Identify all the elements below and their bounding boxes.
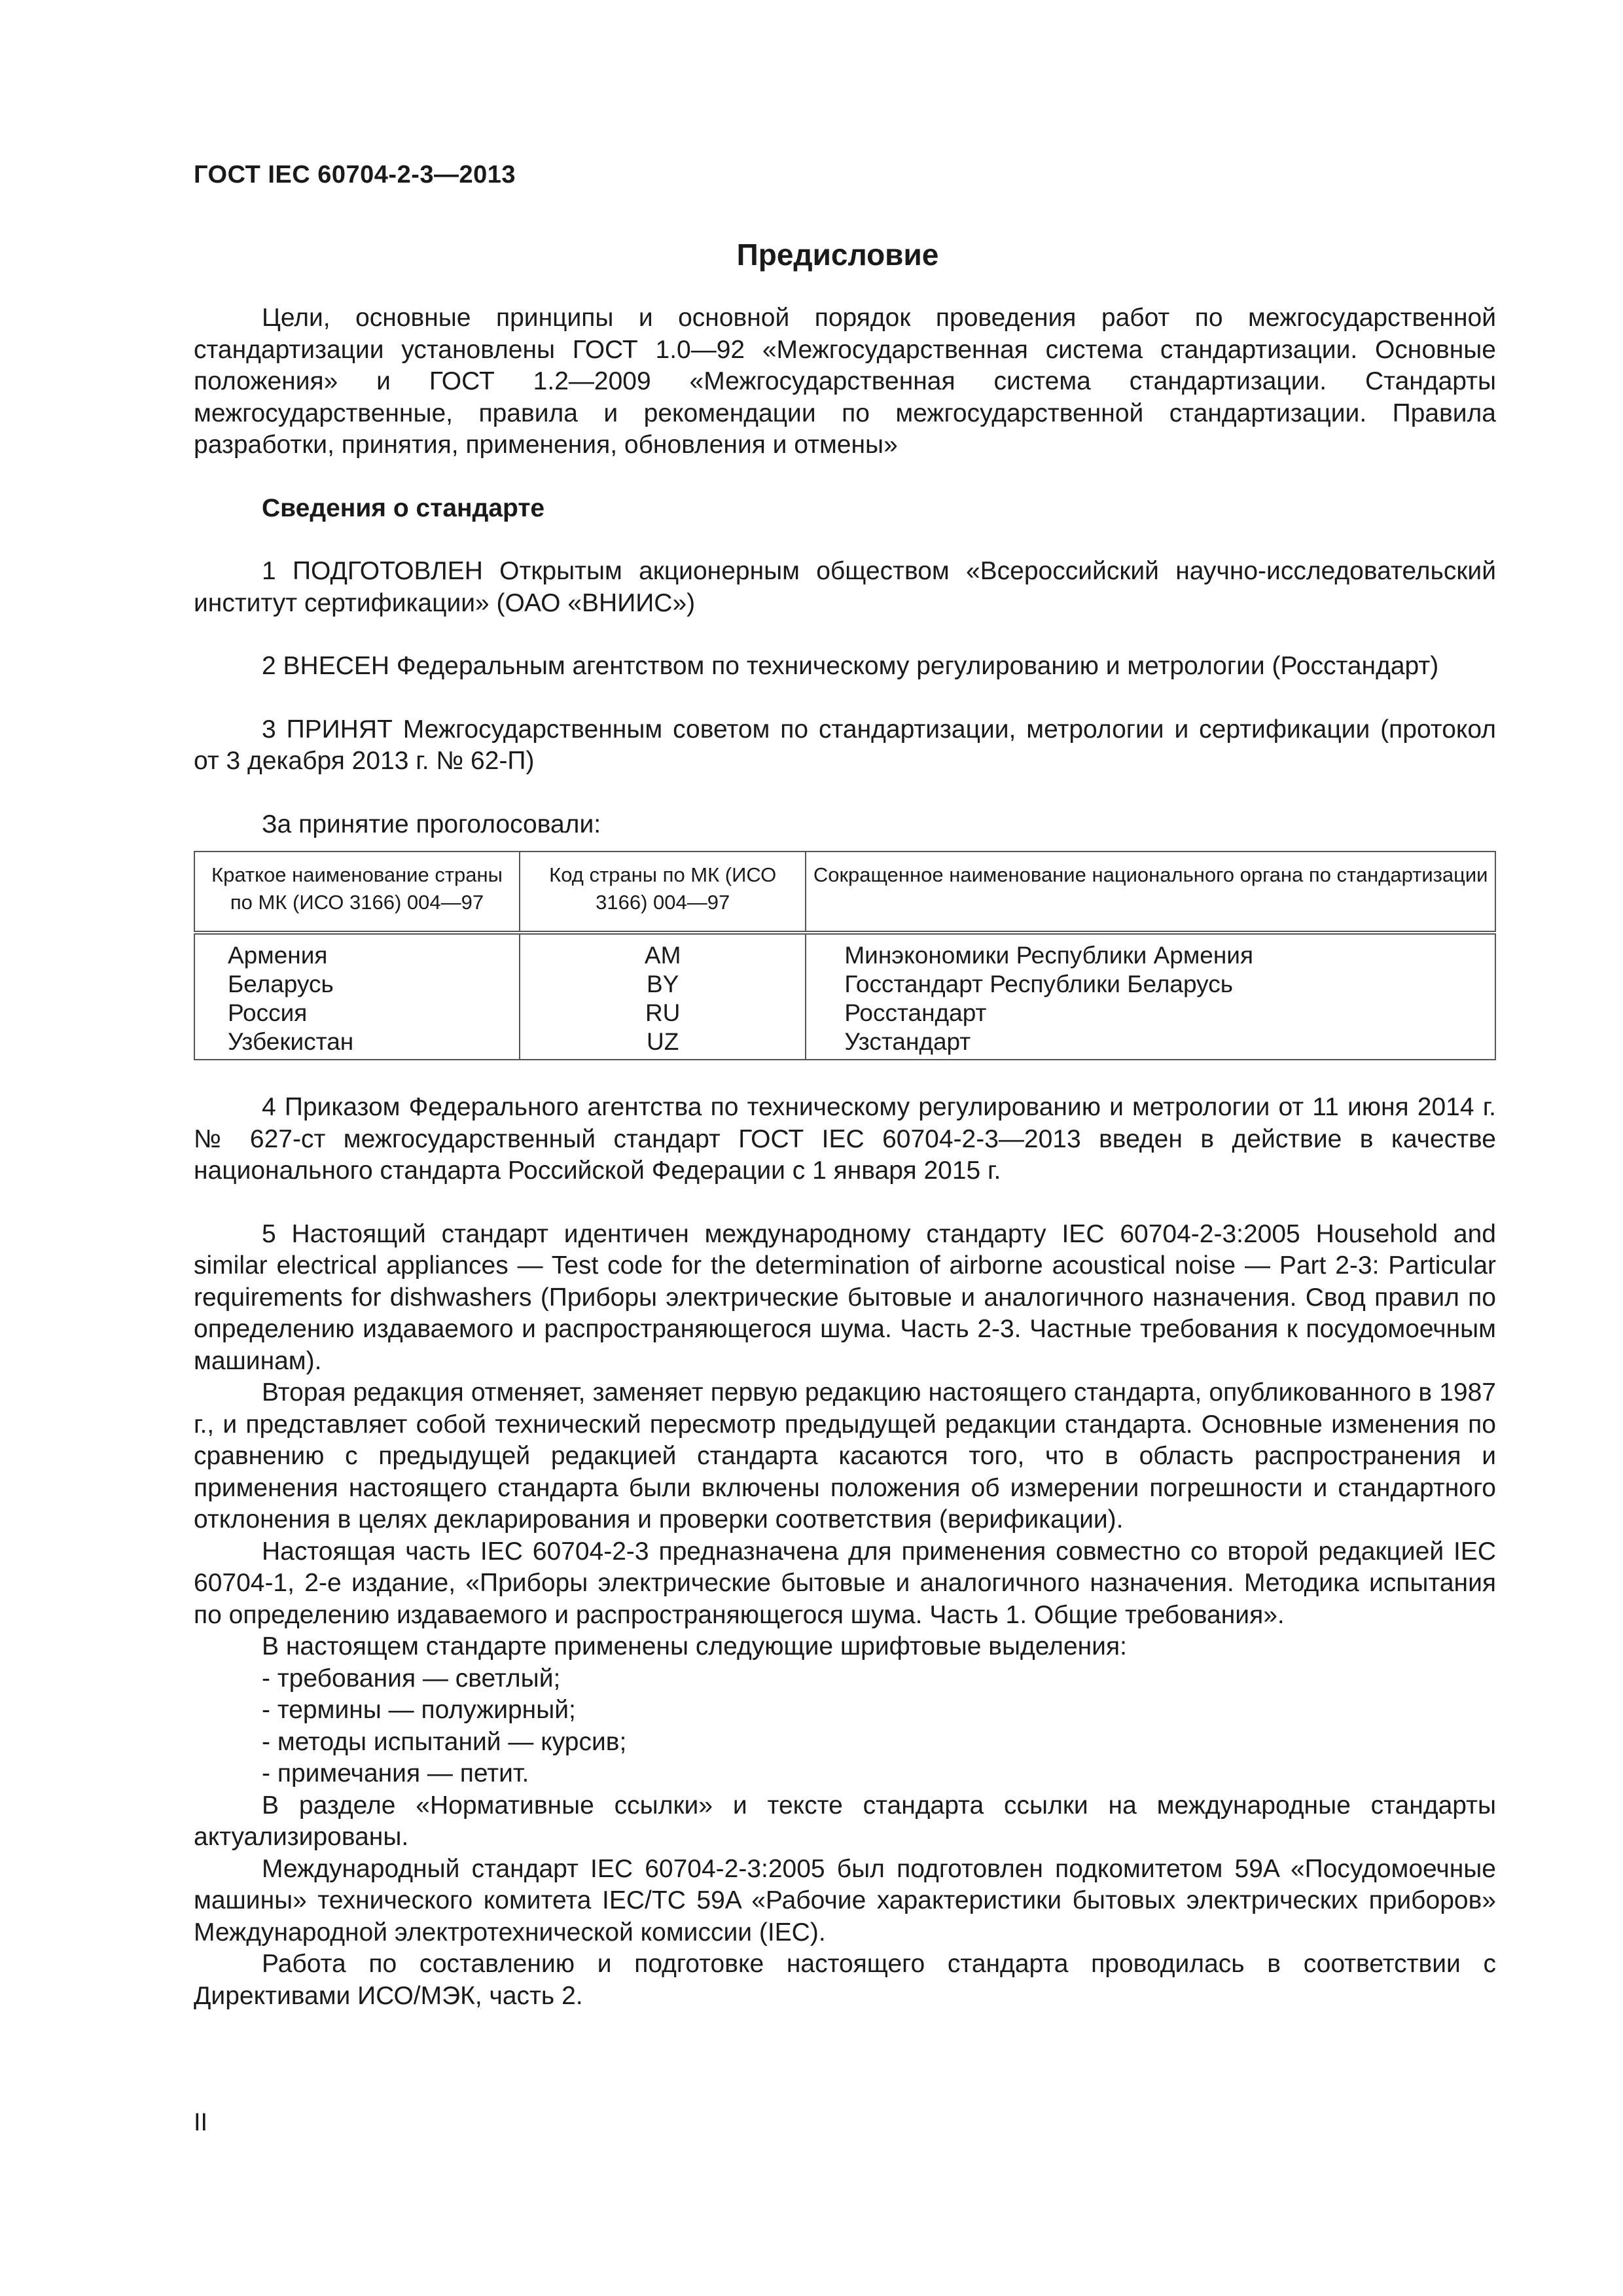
table-header-country: Краткое наименование страны по МК (ИСО 3166) 004—97 bbox=[194, 852, 520, 933]
voting-table bbox=[194, 851, 1496, 1060]
table-cell-body: Минэкономики Республики Армения bbox=[806, 933, 1495, 970]
table-header-row bbox=[194, 852, 1495, 933]
votes-label: За принятие проголосовали: bbox=[262, 810, 601, 838]
list-item: - требования — светлый; bbox=[262, 1664, 561, 1693]
table-cell-code: RU bbox=[520, 999, 806, 1028]
list-item: - термины — полужирный; bbox=[262, 1696, 576, 1724]
item-3-paragraph: 3 ПРИНЯТ Межгосударственным советом по стандартизации, метрологии и сертификации (протокол от 3 декабря 2013 г. № 62-П) bbox=[194, 715, 1496, 775]
page-number: II bbox=[194, 2109, 208, 2136]
second-edition-paragraph: Вторая редакция отменяет, заменяет первую редакцию настоящего стандарта, опубликованного в 1987 г., и представляет собой технический пересмотр предыдущей редакции стандарта. Основные изменения по сравнению с предыдущей редакцией стандарта касаются того, что в область распространения и применения настоящего стандарта были включены положения об измерении погрешности и стандартного отклонения в целях декларирования и проверки соответствия (верификации). bbox=[194, 1378, 1496, 1534]
item-2-paragraph: 2 ВНЕСЕН Федеральным агентством по техническому регулированию и метрологии (Росстандарт) bbox=[262, 652, 1439, 680]
table-row bbox=[194, 1028, 1495, 1060]
table-cell-country: Армения bbox=[194, 933, 520, 970]
table-row bbox=[194, 933, 1495, 970]
list-item: - примечания — петит. bbox=[262, 1759, 529, 1787]
running-header: ГОСТ IEC 60704-2-3—2013 bbox=[194, 161, 516, 188]
item-1-paragraph: 1 ПОДГОТОВЛЕН Открытым акционерным обществом «Всероссийский научно-исследовательский институт сертификации» (ОАО «ВНИИС») bbox=[194, 557, 1496, 617]
intro-paragraph: Цели, основные принципы и основной порядок проведения работ по межгосударственной стандартизации установлены ГОСТ 1.0—92 «Межгосударственная система стандартизации. Основные положения» и ГОСТ 1.2—2009 «Межгосударственная система стандартизации. Стандарты межгосударственные, правила и рекомендации по межгосударственной стандартизации. Правила разработки, принятия, применения, обновления и отмены» bbox=[194, 304, 1496, 459]
table-cell-country: Беларусь bbox=[194, 970, 520, 999]
references-paragraph: В разделе «Нормативные ссылки» и тексте стандарта ссылки на международные стандарты актуализированы. bbox=[194, 1791, 1496, 1851]
table-cell-code: AM bbox=[520, 933, 806, 970]
part-usage-paragraph: Настоящая часть IEC 60704-2-3 предназначена для применения совместно со второй редакцией IEC 60704-1, 2-е издание, «Приборы электрические бытовые и аналогичного назначения. Методика испытания по определению издаваемого и распространяющегося шума. Часть 1. Общие требования». bbox=[194, 1537, 1496, 1629]
page-content bbox=[194, 302, 1496, 2012]
table-cell-country: Узбекистан bbox=[194, 1028, 520, 1060]
table-row bbox=[194, 999, 1495, 1028]
table-header-body: Сокращенное наименование национального органа по стандартизации bbox=[806, 852, 1495, 933]
page-title: Предисловие bbox=[736, 238, 939, 272]
font-styles-list bbox=[194, 1663, 1496, 1790]
work-paragraph: Работа по составлению и подготовке настоящего стандарта проводилась в соответствии с Директивами ИСО/МЭК, часть 2. bbox=[194, 1950, 1496, 2010]
table-row bbox=[194, 970, 1495, 999]
table-cell-body: Узстандарт bbox=[806, 1028, 1495, 1060]
table-header-code: Код страны по МК (ИСО 3166) 004—97 bbox=[520, 852, 806, 933]
prepared-paragraph: Международный стандарт IEC 60704-2-3:2005 был подготовлен подкомитетом 59A «Посудомоечные машины» технического комитета IEC/TC 59A «Рабочие характеристики бытовых электрических приборов» Международной электротехнической комиссии (IEC). bbox=[194, 1854, 1496, 1946]
item-4-paragraph: 4 Приказом Федерального агентства по техническому регулированию и метрологии от 11 июня 2014 г. № 627-ст межгосударственный стандарт ГОСТ IEC 60704-2-3—2013 введен в действие в качестве национального стандарта Российской Федерации с 1 января 2015 г. bbox=[194, 1093, 1496, 1185]
item-5-paragraph: 5 Настоящий стандарт идентичен международному стандарту IEC 60704-2-3:2005 Household and similar electrical appliances — Test code for the determination of airborne acoustical noise — Part 2-3: Particular requirements for dishwashers (Приборы электрические бытовые и аналогичного назначения. Свод правил по определению издаваемого и распространяющегося шума. Часть 2-3. Частные требования к посудомоечным машинам). bbox=[194, 1219, 1496, 1375]
table-cell-code: UZ bbox=[520, 1028, 806, 1060]
table-cell-code: BY bbox=[520, 970, 806, 999]
table-cell-country: Россия bbox=[194, 999, 520, 1028]
table-cell-body: Росстандарт bbox=[806, 999, 1495, 1028]
fonts-paragraph: В настоящем стандарте применены следующие шрифтовые выделения: bbox=[262, 1632, 1127, 1660]
table-cell-body: Госстандарт Республики Беларусь bbox=[806, 970, 1495, 999]
list-item: - методы испытаний — курсив; bbox=[262, 1727, 627, 1756]
section-title: Сведения о стандарте bbox=[262, 493, 545, 522]
